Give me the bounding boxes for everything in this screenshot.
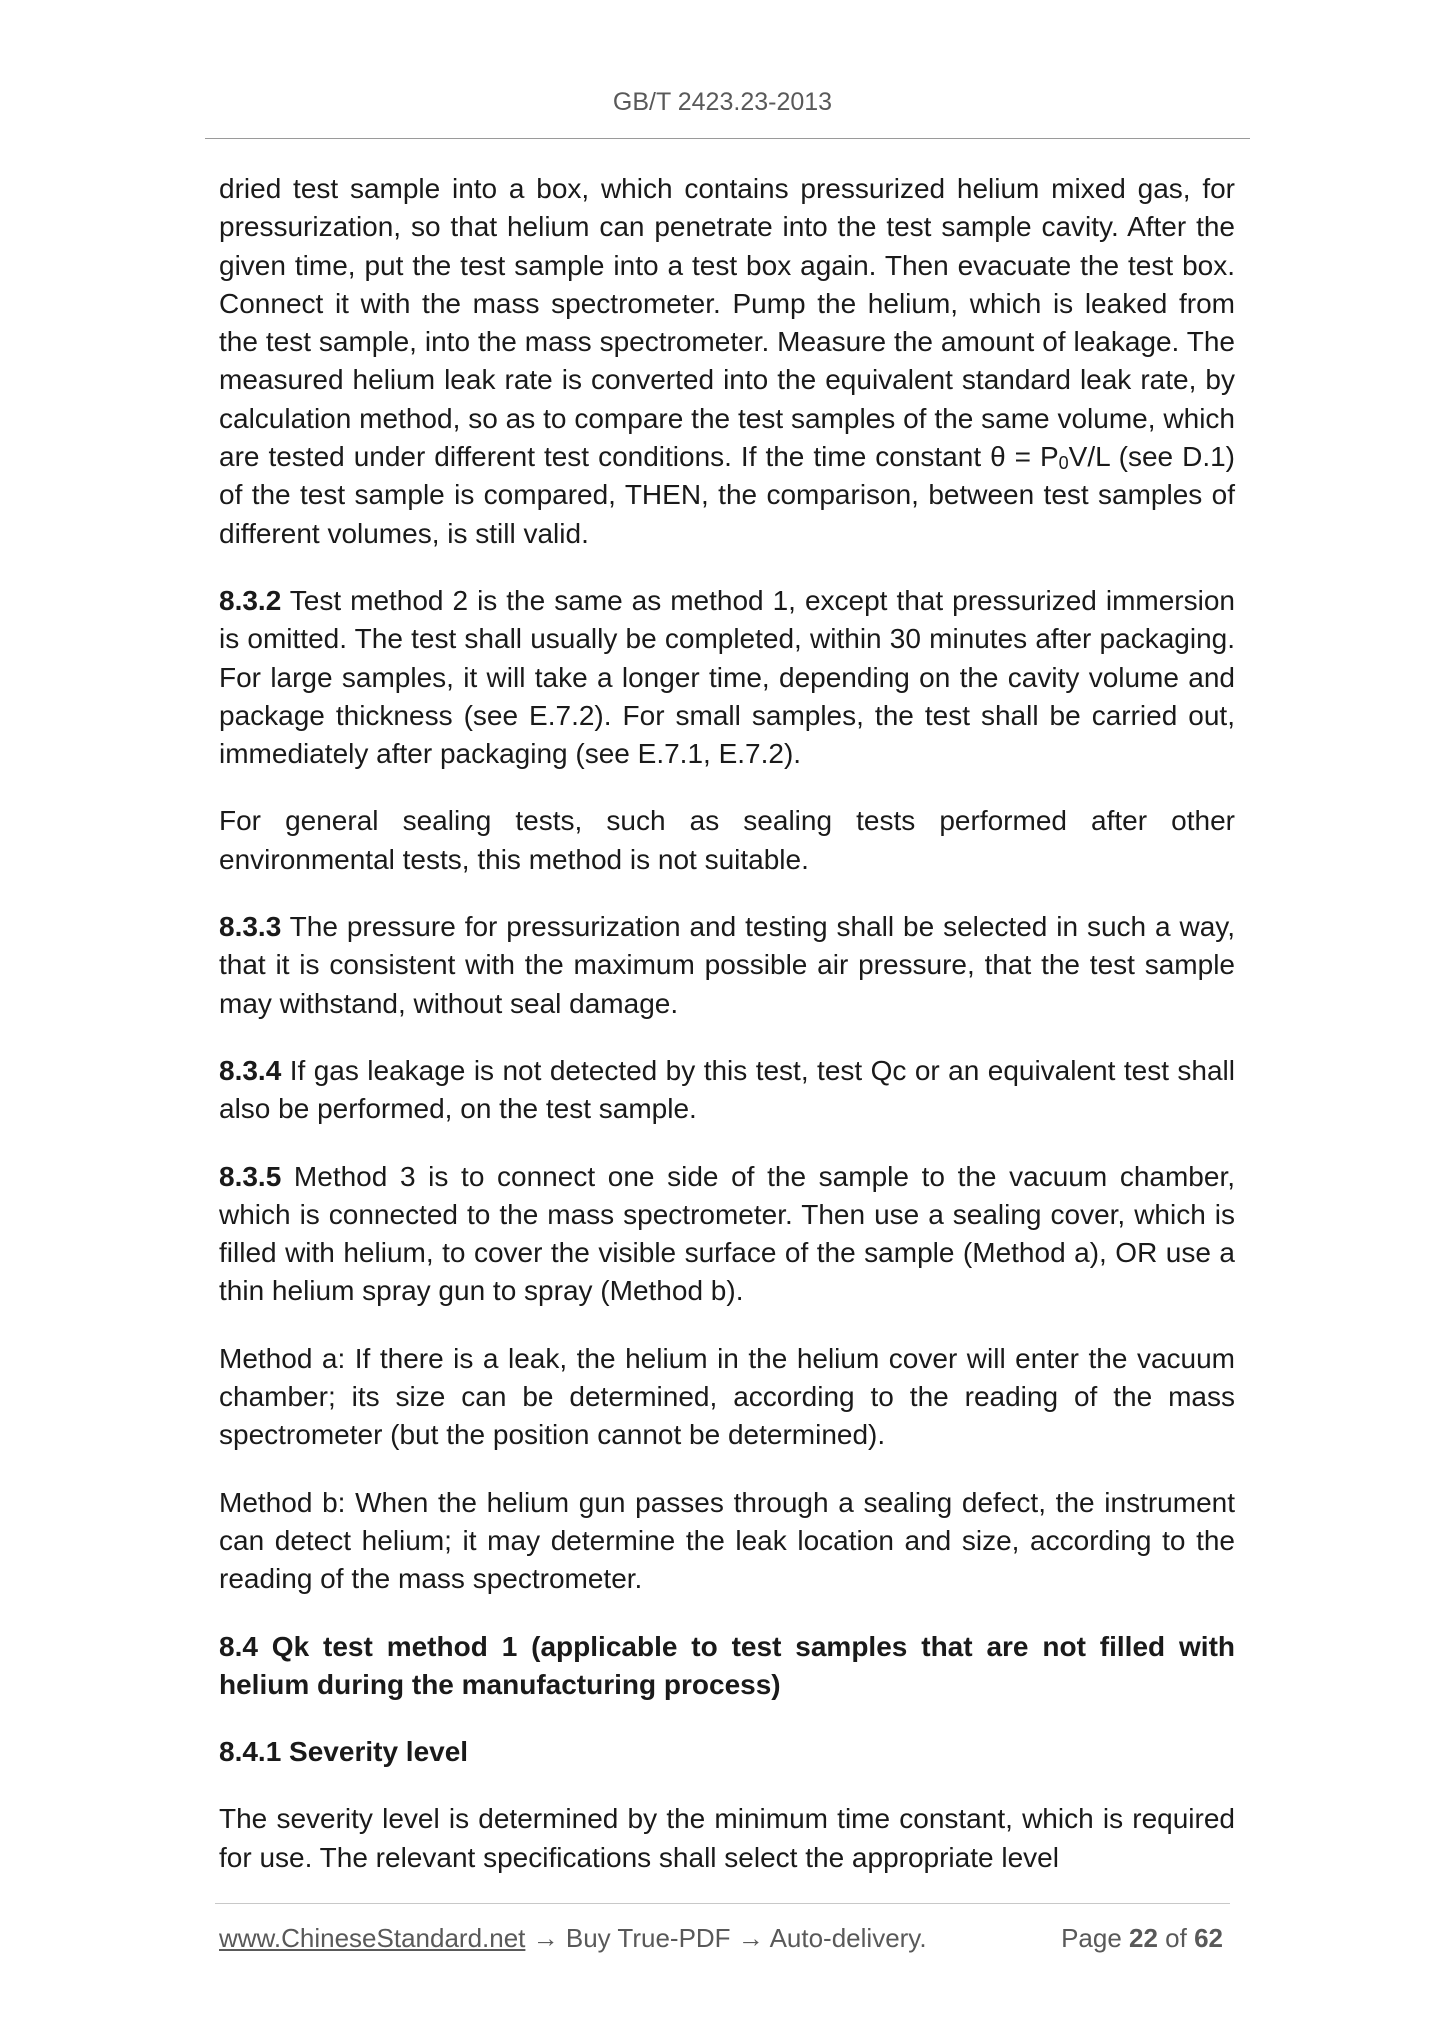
clause-8-3-3: [219, 908, 1235, 1023]
footer-links: [219, 1923, 927, 1954]
clause-number: 8.3.5: [219, 1160, 282, 1192]
clause-text: Test method 2 is the same as method 1, except that pressurized immersion is omitted. The test shall usually be completed, within 30 minutes after packaging. For large samples, it will take a longer time, depending on the cavity volume and package thickness (see E.7.2). For small samples, the test shall be carried out, immediately after packaging (see E.7.1, E.7.2).: [219, 584, 1235, 770]
clause-text: Method 3 is to connect one side of the sample to the vacuum chamber, which is connected to the mass spectrometer. Then use a sealing cover, which is filled with helium, to cover the visible surface of the sample (Method a), OR use a thin helium spray gun to spray (Method b).: [219, 1160, 1235, 1307]
paragraph-text-end: V/L (see D.1) of the test sample is compared, THEN, the comparison, between test samples of different volumes, is still valid.: [219, 441, 1235, 549]
clause-text: The pressure for pressurization and testing shall be selected in such a way, that it is consistent with the maximum possible air pressure, that the test sample may withstand, without seal damage.: [219, 911, 1235, 1019]
paragraph-method-b: Method b: When the helium gun passes through a sealing defect, the instrument can detect helium; it may determine the leak location and size, according to the reading of the mass spectrometer.: [219, 1486, 1235, 1595]
document-header: GB/T 2423.23-2013: [612, 88, 833, 116]
clause-number: 8.3.2: [219, 584, 282, 616]
paragraph-severity: The severity level is determined by the minimum time constant, which is required for use. The relevant specifications shall select the appropriate level: [219, 1803, 1235, 1873]
total-pages: 62: [1194, 1923, 1223, 1953]
clause-number: 8.3.3: [219, 911, 282, 943]
clause-text: If gas leakage is not detected by this test, test Qc or an equivalent test shall also be performed, on the test sample.: [219, 1054, 1235, 1125]
paragraph-text: dried test sample into a box, which contains pressurized helium mixed gas, for pressurization, so that helium can penetrate into the test sample cavity. After the given time, put the test sample into a test box again. Then evacuate the test box. Connect it with the mass spectrometer. Pump the helium, which is leaked from the test sample, into the mass spectrometer. Measure the amount of leakage. The measured helium leak rate is converted into the equivalent standard leak rate, by calculation method, so as to compare the test samples of the same volume, which are tested under different test conditions. If the time constant θ = P: [219, 173, 1235, 473]
of-label: of: [1157, 1923, 1195, 1953]
section-heading-8-4-1: 8.4.1 Severity level: [219, 1736, 469, 1768]
page-content: [219, 170, 1235, 1906]
clause-number: 8.3.4: [219, 1054, 282, 1086]
footer-links-text: → Buy True-PDF → Auto-delivery.: [525, 1923, 927, 1953]
site-link[interactable]: www.ChineseStandard.net: [219, 1923, 526, 1953]
paragraph-general-tests: For general sealing tests, such as sealing tests performed after other environmental tests, this method is not suitable.: [219, 805, 1235, 875]
clause-8-3-5: [219, 1158, 1235, 1311]
subscript-zero: 0: [1058, 453, 1069, 474]
page-indicator: [1061, 1923, 1223, 1954]
paragraph-method-a: Method a: If there is a leak, the helium in the helium cover will enter the vacuum chamber; its size can be determined, according to the reading of the mass spectrometer (but the position cannot be determined).: [219, 1342, 1235, 1451]
page-number: 22: [1129, 1923, 1158, 1953]
footer-divider: [215, 1903, 1230, 1904]
paragraph-continuation: [219, 170, 1235, 553]
clause-8-3-4: [219, 1052, 1235, 1129]
page-label: Page: [1061, 1923, 1130, 1953]
header-divider: [205, 138, 1250, 139]
section-heading-8-4: 8.4 Qk test method 1 (applicable to test samples that are not filled with helium during the manufacturing process): [219, 1630, 1235, 1700]
clause-8-3-2: [219, 582, 1235, 773]
